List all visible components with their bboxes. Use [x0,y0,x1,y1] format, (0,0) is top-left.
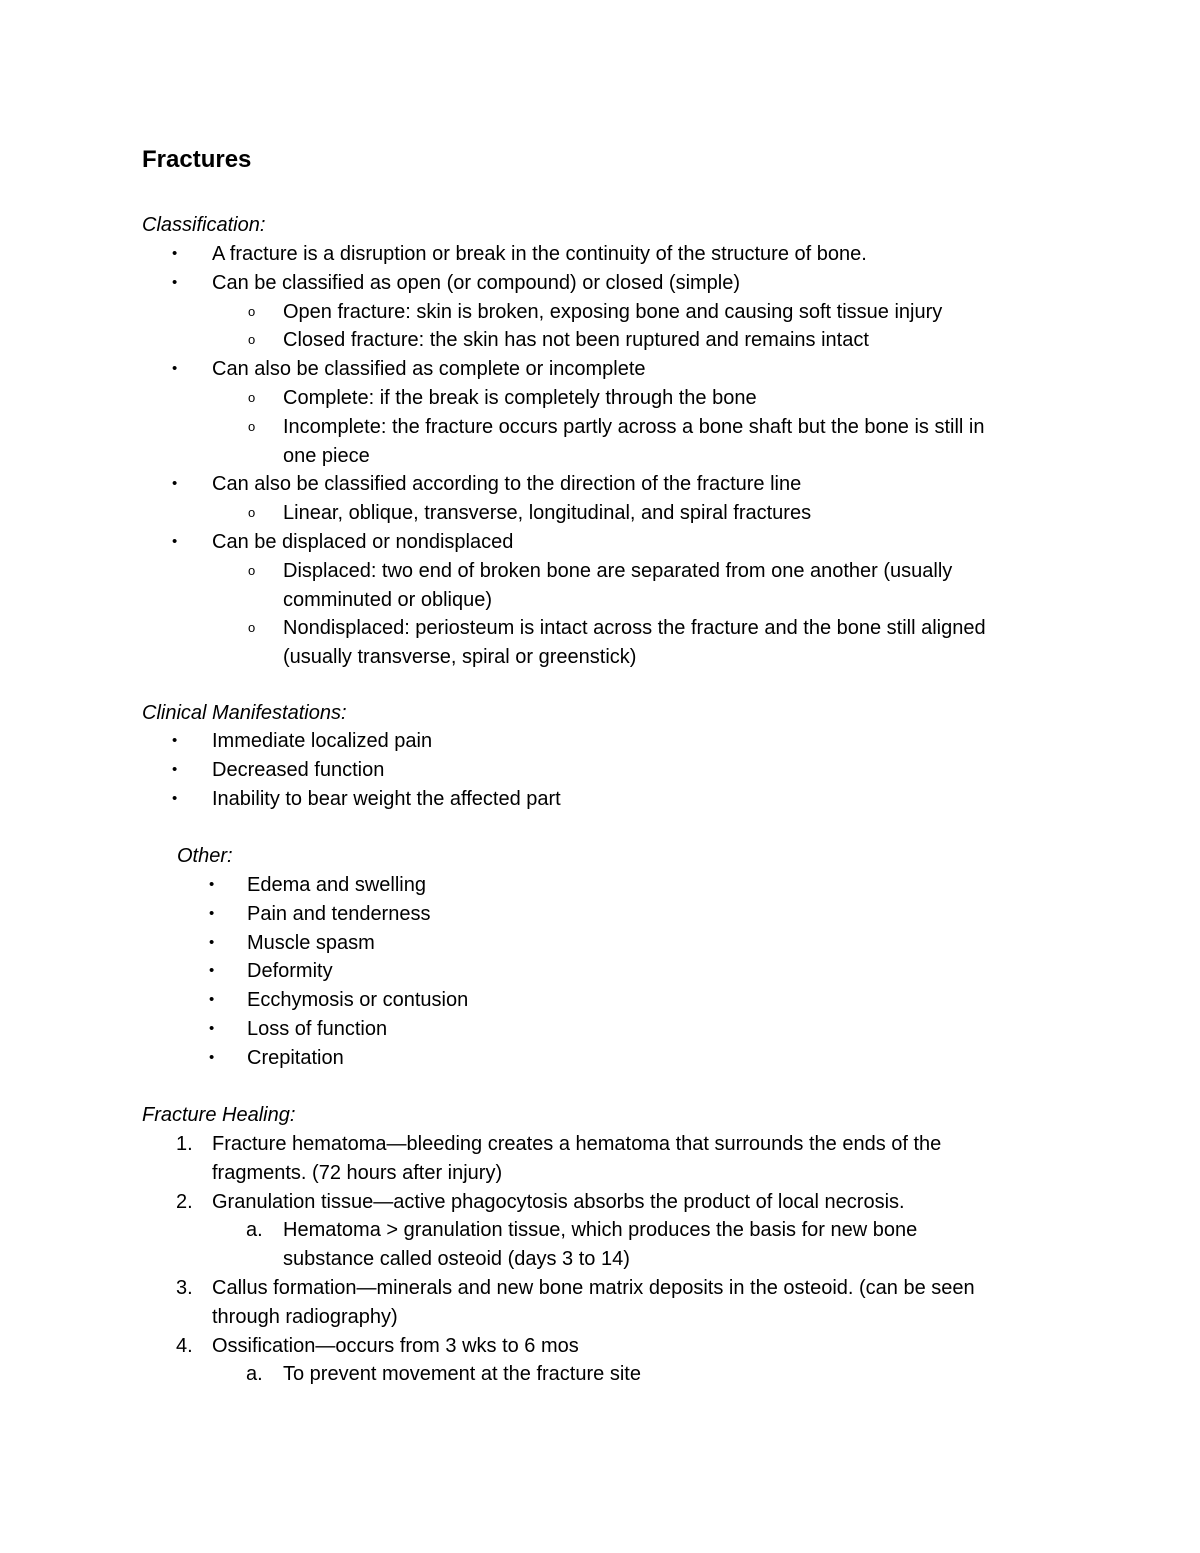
sub-bullet-marker: o [248,418,256,434]
bullet-marker: • [209,933,215,951]
bullet-marker: • [209,1048,215,1066]
bullet-marker: • [172,245,178,262]
sub-item-text: comminuted or oblique) [283,588,492,611]
list-item-text: Fracture hematoma—bleeding creates a hematoma that surrounds the ends of the [212,1133,942,1155]
sub-item-text: one piece [283,444,370,467]
bullet-marker: • [209,962,215,980]
list-item-text: Loss of function [247,1018,388,1040]
page-title: Fractures [142,146,252,173]
list-item-text: Inability to bear weight the affected part [212,787,561,810]
list-item-text: A fracture is a disruption or break in the continuity of the structure of bone. [212,243,867,265]
list-number: 1. [176,1133,193,1155]
list-item-text: Immediate localized pain [212,730,433,752]
list-item-text: Pain and tenderness [247,902,431,925]
bullet-marker: • [172,360,178,378]
list-item-text: Granulation tissue—active phagocytosis absorbs the product of local necrosis. [212,1190,905,1213]
list-item-text: through radiography) [212,1305,398,1328]
sub-item-text: Displaced: two end of broken bone are separated from one another (usually [283,559,953,582]
section-heading: Fracture Healing: [142,1104,296,1126]
section-heading: Clinical Manifestations: [142,702,347,724]
sub-item-text: Linear, oblique, transverse, longitudinal, and spiral fractures [283,502,812,525]
sub-item-text: (usually transverse, spiral or greenstick) [283,646,637,669]
bullet-marker: • [172,273,178,291]
sub-item-text: To prevent movement at the fracture site [283,1363,641,1386]
sub-bullet-marker: o [248,332,256,348]
list-item-text: Crepitation [247,1046,344,1069]
bullet-marker: • [172,533,178,550]
list-item-text: Ossification—occurs from 3 wks to 6 mos [212,1334,579,1357]
sub-bullet-marker: o [248,390,256,405]
sub-item-text: Open fracture: skin is broken, exposing bone and causing soft tissue injury [283,300,943,323]
bullet-marker: • [209,991,215,1009]
list-number: 2. [176,1190,193,1213]
sub-list-letter: a. [246,1219,263,1242]
list-item-text: Deformity [247,960,333,983]
list-item-text: Muscle spasm [247,931,375,954]
bullet-marker: • [209,876,215,893]
bullet-marker: • [172,475,178,493]
sub-item-text: Hematoma > granulation tissue, which produces the basis for new bone [283,1219,918,1242]
list-number: 3. [176,1277,193,1299]
sub-item-text: Closed fracture: the skin has not been ruptured and remains intact [283,329,869,352]
list-number: 4. [176,1334,193,1357]
sub-item-text: Complete: if the break is completely through the bone [283,387,757,409]
list-item-text: Can also be classified according to the direction of the fracture line [212,473,802,496]
list-item-text: Edema and swelling [247,874,426,896]
sub-item-text: Nondisplaced: periosteum is intact across the fracture and the bone still aligned [283,617,986,640]
list-item-text: Can be classified as open (or compound) or closed (simple) [212,271,741,294]
list-item-text: Ecchymosis or contusion [247,989,469,1012]
sub-item-text: Incomplete: the fracture occurs partly across a bone shaft but the bone is still in [283,415,985,438]
bullet-marker: • [209,904,215,922]
bullet-marker: • [172,760,178,778]
list-item-text: fragments. (72 hours after injury) [212,1161,503,1184]
list-item-text: Can be displaced or nondisplaced [212,531,514,553]
sub-bullet-marker: o [248,303,256,319]
bullet-marker: • [172,732,178,749]
list-item-text: Callus formation—minerals and new bone matrix deposits in the osteoid. (can be seen [212,1277,975,1299]
section-heading: Classification: [142,214,266,236]
section-heading: Other: [177,845,233,867]
bullet-marker: • [172,789,178,807]
sub-bullet-marker: o [248,620,256,636]
sub-list-letter: a. [246,1363,263,1386]
sub-item-text: substance called osteoid (days 3 to 14) [283,1248,630,1271]
list-item-text: Can also be classified as complete or incomplete [212,358,646,381]
sub-bullet-marker: o [248,562,256,578]
list-item-text: Decreased function [212,758,385,781]
sub-bullet-marker: o [248,505,256,521]
bullet-marker: • [209,1020,215,1037]
